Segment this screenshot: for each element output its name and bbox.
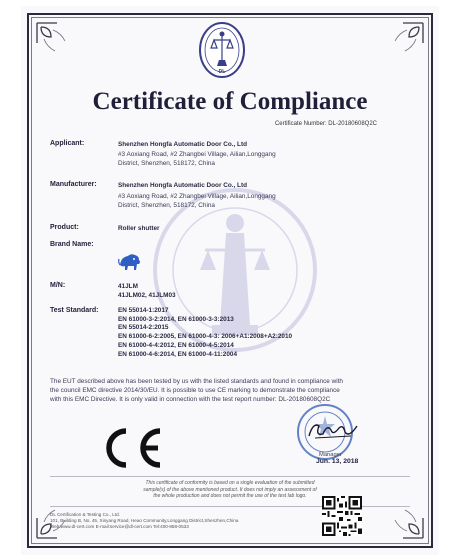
test-standard-item: EN 61000-3-2:2014, EN 61000-3-3:2013 bbox=[118, 315, 234, 323]
model-number-label: M/N: bbox=[50, 282, 66, 289]
model-number-line-1: 41JLM bbox=[118, 283, 138, 290]
signatory-title: Manager bbox=[319, 452, 342, 458]
ce-mark-icon bbox=[96, 425, 166, 471]
disclaimer bbox=[100, 480, 360, 500]
manufacturer-address-line-1: #3 Aoxiang Road, #2 Zhangbei Village, Ailian,Longgang bbox=[118, 193, 276, 200]
compliance-statement bbox=[50, 377, 380, 404]
manufacturer-name: Shenzhen Hongfa Automatic Door Co., Ltd bbox=[118, 182, 247, 189]
divider bbox=[50, 476, 410, 477]
manufacturer-address-line-2: District, Shenzhen, 518172, China bbox=[118, 202, 215, 209]
product-value: Roller shutter bbox=[118, 225, 160, 232]
brand-logo-icon bbox=[117, 251, 143, 273]
model-number-line-2: 41JLM02, 41JLM03 bbox=[118, 292, 176, 299]
manager-signature-icon bbox=[305, 418, 363, 444]
statement-line: the council EMC directive 2014/30/EU. It is possible to use CE marking to demonstrate the compliance bbox=[50, 387, 340, 394]
disclaimer-line: This certificate of conformity is based on a single evaluation of the submitted bbox=[145, 480, 315, 486]
corner-ornament-top-left bbox=[35, 21, 69, 55]
corner-ornament-top-right bbox=[391, 21, 425, 55]
test-standard-item: EN 55014-1:2017 bbox=[118, 307, 169, 314]
test-standard-item: EN 61000-4-4:2012, EN 61000-4-5:2014 bbox=[118, 341, 234, 349]
qr-code-icon bbox=[322, 496, 362, 536]
test-standard-label: Test Standard: bbox=[50, 307, 99, 314]
issuer-footer bbox=[50, 512, 320, 530]
manufacturer-label: Manufacturer: bbox=[50, 181, 97, 188]
issue-date: Jun. 13, 2018 bbox=[316, 458, 359, 465]
applicant-name: Shenzhen Hongfa Automatic Door Co., Ltd bbox=[118, 141, 247, 148]
test-standard-item: EN 61000-4-6:2014, EN 61000-4-11:2004 bbox=[118, 350, 238, 358]
statement-line: with this EMC Directive. It is only valid in connection with the test report number: DL-20180608Q2C bbox=[50, 396, 331, 403]
applicant-address-line-2: District, Shenzhen, 518172, China bbox=[118, 160, 215, 167]
footer-line: Web:www.dl-cert.com E-mail:service@dl-cert.com Tel:400-888-0533 bbox=[50, 524, 189, 529]
applicant-address-line-1: #3 Aoxiang Road, #2 Zhangbei Village, Ailian,Longgang bbox=[118, 151, 276, 158]
corner-ornament-bottom-right bbox=[391, 506, 425, 540]
disclaimer-line: the whole production and does not permit the use of the test lab logo. bbox=[153, 493, 307, 499]
test-standard-item: EN 55014-2:2015 bbox=[118, 324, 169, 332]
test-standard-item: EN 61000-6-2:2005, EN 61000-4-3: 2006+A1:2008+A2:2010 bbox=[118, 333, 293, 341]
footer-line: 101, Building B, No. 45, Xinyang Road, Heao Community,Longgang District,Shenzhen,China bbox=[50, 518, 239, 523]
certificate-title: Certificate of Compliance bbox=[92, 88, 368, 115]
brand-name-label: Brand Name: bbox=[50, 241, 94, 248]
certificate-number: Certificate Number: DL-20180608Q2C bbox=[274, 121, 377, 127]
test-standard-list bbox=[118, 307, 292, 359]
statement-line: The EUT described above has been tested by us with the listed standards and found in compliance with bbox=[50, 378, 343, 385]
product-label: Product: bbox=[50, 224, 79, 231]
lab-seal-icon bbox=[196, 20, 248, 80]
applicant-label: Applicant: bbox=[50, 140, 85, 147]
svg-text:DL: DL bbox=[218, 69, 226, 75]
footer-line: DL Certification & Testing Co., Ltd. bbox=[50, 512, 120, 517]
disclaimer-line: sample(s) of the above mentioned product. It does not imply an assessment of bbox=[143, 486, 317, 493]
